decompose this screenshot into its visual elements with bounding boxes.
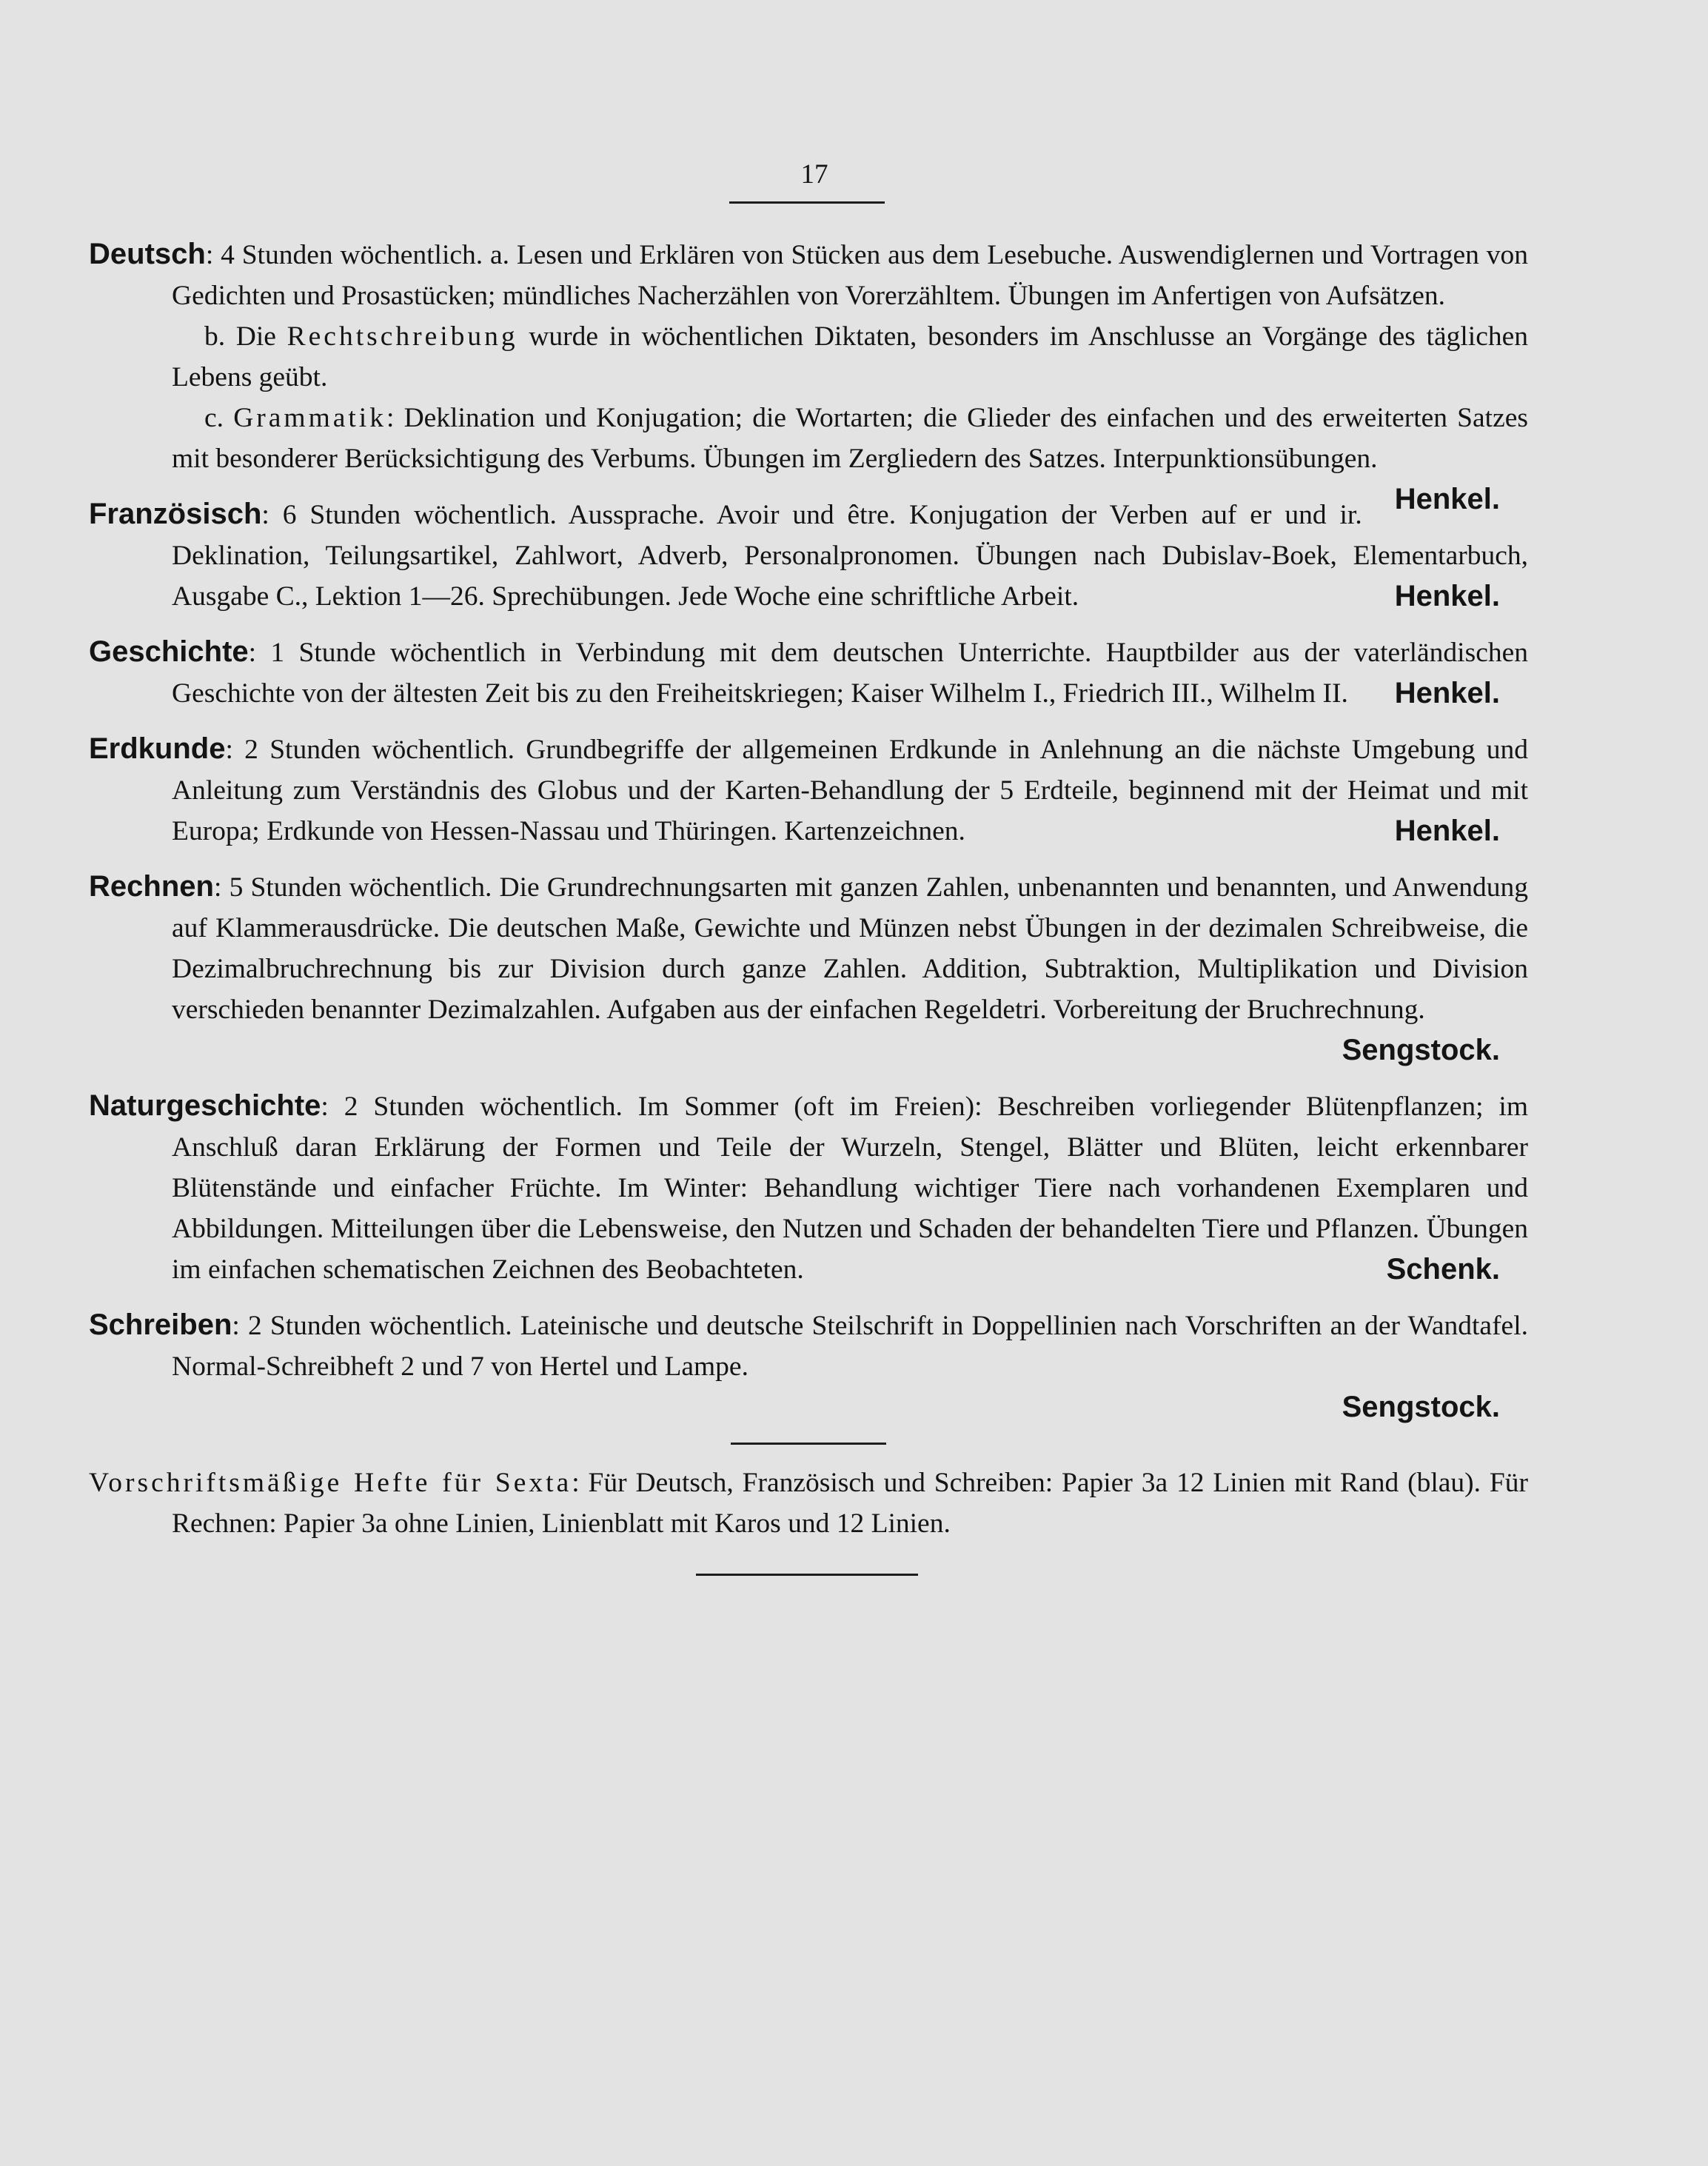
emphasized-term: Vorschriftsmäßige Hefte für Sexta [89,1468,572,1498]
teacher-name: Schenk. [1386,1253,1500,1286]
subject-heading: Schreiben [89,1308,232,1341]
teacher-name: Sengstock. [1342,1034,1500,1066]
section-text: : 5 Stunden wöchentlich. Die Grundrechnungsarten mit ganzen Zahlen, unbenannten und benannten, und Anwendung auf Klammerausdrücke. Die deutschen Maße, Gewichte und Münzen nebst Übungen in der dezimalen Schreibweise, die Dezimalbruchrechnung bis zur Division durch ganze Zahlen. Addition, Subtraktion, Multiplikation und Division verschieden benannter Dezimalzahlen. Aufgaben aus der einfachen Regeldetri. Vorbereitung der Bruchrechnung. [172,872,1528,1025]
subject-heading: Deutsch [89,238,206,270]
section-text: : 2 Stunden wöchentlich. Lateinische und deutsche Steilschrift in Doppellinien nach Vorschriften an der Wandtafel. Normal-Schreibheft 2 und 7 von Hertel und Lampe. [172,1311,1528,1382]
page-number: 17 [800,159,828,190]
document-body [89,234,1528,1594]
emphasized-term: Grammatik [233,403,386,433]
teacher-name: Henkel. [1394,483,1500,515]
section-text: : Für Deutsch, Französisch und Schreiben: Papier 3a 12 Linien mit Rand (blau). Für Rechnen: Papier 3a ohne Linien, Linienblatt mit Karos und 12 Linien. [172,1468,1528,1539]
subject-heading: Naturgeschichte [89,1089,321,1122]
section-text: : 2 Stunden wöchentlich. Grundbegriffe der allgemeinen Erdkunde in Anlehnung an die nächste Umgebung und Anleitung zum Verständnis des Globus und der Karten-Behandlung der 5 Erdteile, beginnend mit der Heimat und mit Europa; Erdkunde von Hessen-Nassau und Thüringen. Kartenzeichnen. [172,735,1528,846]
section-erdkunde [89,729,1528,852]
section-text: : Deklination und Konjugation; die Wortarten; die Glieder des einfachen und des erweiterten Satzes mit besonderer Berücksichtigung des Verbums. Übungen im Zergliedern des Satzes. Interpunktionsübungen. [172,403,1528,474]
subject-heading: Geschichte [89,635,249,668]
section-geschichte [89,632,1528,714]
subject-heading: Erdkunde [89,732,226,765]
header-rule [729,201,885,204]
teacher-name: Henkel. [1394,580,1500,612]
section-naturgeschichte [89,1086,1528,1290]
section-text: : 6 Stunden wöchentlich. Aussprache. Avoir und être. Konjugation der Verben auf er und ir. Deklination, Teilungsartikel, Zahlwort, Adverb, Personalpronomen. Übungen nach Dubislav-Boek, Elementarbuch, Ausgabe C., Lektion 1—26. Sprechübungen. Jede Woche eine schriftliche Arbeit. [172,500,1528,612]
section-text: : 1 Stunde wöchentlich in Verbindung mit dem deutschen Unterrichte. Hauptbilder aus der vaterländischen Geschichte von der ältesten Zeit bis zu den Freiheitskriegen; Kaiser Wilhelm I., Friedrich III., Wilhelm II. [172,638,1528,709]
section-divider [731,1443,886,1445]
end-rule [696,1574,918,1576]
section-text: : 2 Stunden wöchentlich. Im Sommer (oft im Freien): Beschreiben vorliegender Blütenpflanzen; im Anschluß daran Erklärung der Formen und Teile der Wurzeln, Stengel, Blätter und Blüten, leicht erkennbarer Blütenstände und einfacher Früchte. Im Winter: Behandlung wichtiger Tiere nach vorhandenen Exemplaren und Abbildungen. Mitteilungen über die Lebensweise, den Nutzen und Schaden der behandelten Tiere und Pflanzen. Übungen im einfachen schematischen Zeichnen des Beobachteten. [172,1092,1528,1285]
section-text: : 4 Stunden wöchentlich. a. Lesen und Erklären von Stücken aus dem Lesebuche. Auswendiglernen und Vortragen von Gedichten und Prosastücken; mündliches Nacherzählen von Vorerzähltem. Übungen im Anfertigen von Aufsätzen. [172,240,1528,311]
item-label: c. [204,403,234,433]
emphasized-term: Rechtschreibung [287,321,518,352]
section-schreiben [89,1305,1528,1428]
section-rechnen [89,866,1528,1071]
section-text: wurde in wöchentlichen Diktaten, besonders im Anschlusse an Vorgänge des täglichen Lebens geübt. [172,321,1528,392]
section-franzoesisch [89,494,1528,617]
subject-heading: Französisch [89,498,262,530]
subject-heading: Rechnen [89,870,214,903]
teacher-name: Henkel. [1394,815,1500,847]
item-label: b. Die [204,321,287,352]
teacher-name: Sengstock. [1342,1391,1500,1423]
section-hefte [89,1463,1528,1544]
teacher-name: Henkel. [1394,677,1500,709]
